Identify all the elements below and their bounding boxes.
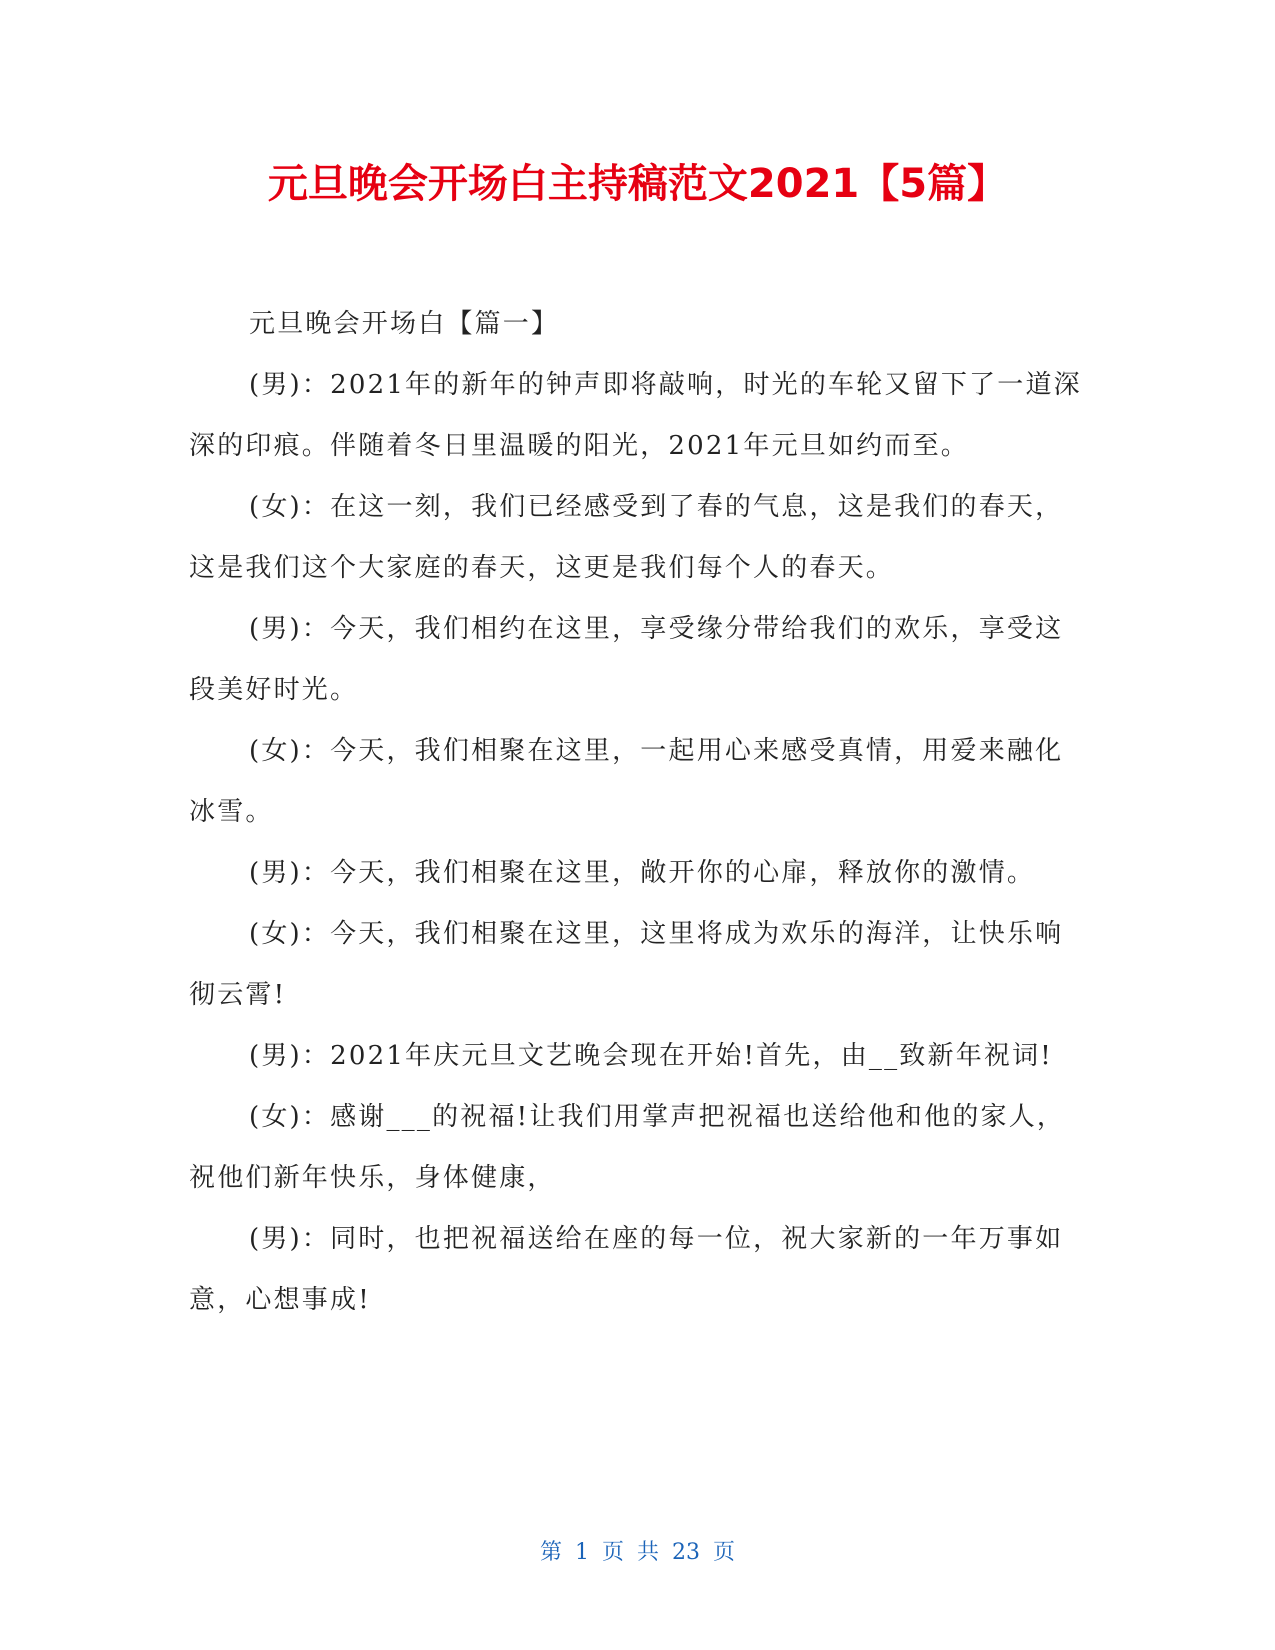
document-body: [189, 294, 1089, 1331]
paragraph: (男)：2021年庆元旦文艺晚会现在开始!首先，由__致新年祝词!: [249, 1041, 1053, 1071]
paragraph: (男)：今天，我们相聚在这里，敞开你的心扉，释放你的激情。: [249, 858, 1036, 888]
paragraph: (男)：2021年的新年的钟声即将敲响，时光的车轮又留下了一道深深的印痕。伴随着冬日里温暖的阳光，2021年元旦如约而至。: [189, 370, 1082, 461]
document-title: 元旦晚会开场白主持稿范文2021【5篇】: [267, 161, 1008, 207]
page-footer: 第 1 页 共 23 页: [540, 1540, 735, 1565]
section-heading: 元旦晚会开场白【篇一】: [249, 309, 560, 339]
paragraph: (男)：同时，也把祝福送给在座的每一位，祝大家新的一年万事如意，心想事成!: [189, 1224, 1064, 1315]
paragraph: (女)：在这一刻，我们已经感受到了春的气息，这是我们的春天，这是我们这个大家庭的春天，这更是我们每个人的春天。: [189, 492, 1064, 583]
paragraph: (男)：今天，我们相约在这里，享受缘分带给我们的欢乐，享受这段美好时光。: [189, 614, 1064, 705]
paragraph: (女)：今天，我们相聚在这里，一起用心来感受真情，用爱来融化冰雪。: [189, 736, 1064, 827]
paragraph: (女)：今天，我们相聚在这里，这里将成为欢乐的海洋，让快乐响彻云霄!: [189, 919, 1064, 1010]
paragraph: (女)：感谢___的祝福!让我们用掌声把祝福也送给他和他的家人，祝他们新年快乐，身体健康，: [189, 1102, 1066, 1193]
